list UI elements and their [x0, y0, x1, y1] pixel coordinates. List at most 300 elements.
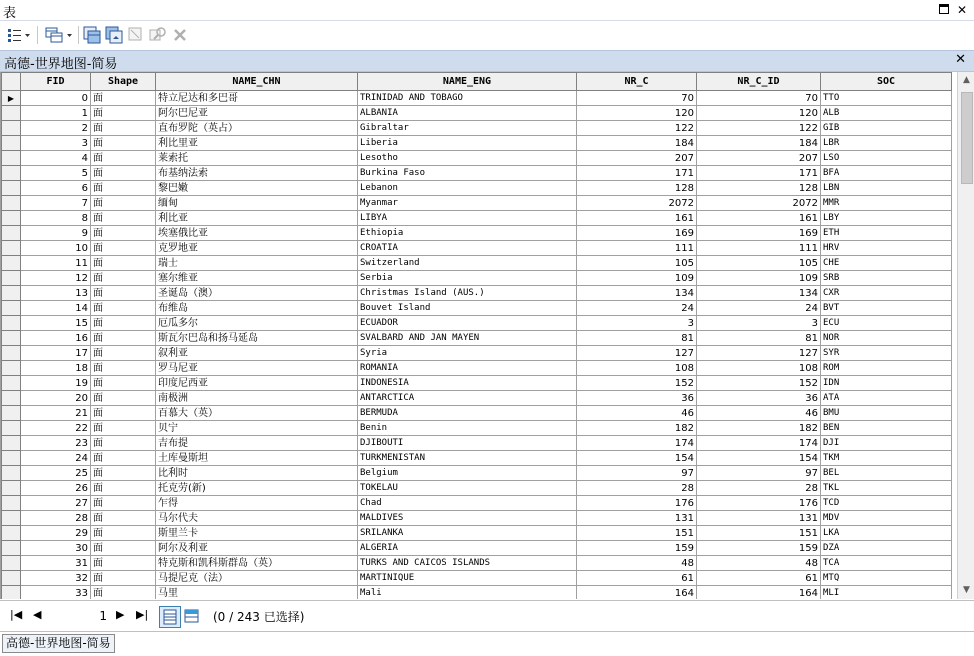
table-row[interactable] [2, 331, 952, 346]
name-eng-cell[interactable]: INDONESIA [358, 376, 577, 391]
nr-c-id-cell[interactable]: 2072 [697, 196, 821, 211]
select-by-attributes-icon[interactable] [82, 25, 102, 45]
row-selector[interactable] [2, 436, 21, 451]
nr-c-cell[interactable]: 48 [577, 556, 697, 571]
soc-cell[interactable]: MMR [821, 196, 952, 211]
table-row[interactable] [2, 211, 952, 226]
table-row[interactable] [2, 271, 952, 286]
bottom-table-tab[interactable]: 高德-世界地图-简易 [2, 634, 115, 653]
maximize-icon[interactable] [936, 2, 952, 18]
name-eng-cell[interactable]: TURKMENISTAN [358, 451, 577, 466]
fid-cell[interactable]: 8 [21, 211, 91, 226]
soc-cell[interactable]: LBR [821, 136, 952, 151]
name-eng-cell[interactable]: CROATIA [358, 241, 577, 256]
row-selector[interactable] [2, 421, 21, 436]
shape-cell[interactable]: 面 [91, 91, 156, 106]
row-selector[interactable] [2, 526, 21, 541]
name-eng-cell[interactable]: ROMANIA [358, 361, 577, 376]
nr-c-cell[interactable]: 164 [577, 586, 697, 600]
soc-cell[interactable]: LKA [821, 526, 952, 541]
soc-cell[interactable]: CXR [821, 286, 952, 301]
name-eng-cell[interactable]: ALBANIA [358, 106, 577, 121]
shape-cell[interactable]: 面 [91, 181, 156, 196]
row-selector[interactable] [2, 301, 21, 316]
nr-c-cell[interactable]: 108 [577, 361, 697, 376]
name-chn-cell[interactable]: 黎巴嫩 [156, 181, 358, 196]
nr-c-cell[interactable]: 109 [577, 271, 697, 286]
name-chn-cell[interactable]: 布维岛 [156, 301, 358, 316]
nr-c-cell[interactable]: 97 [577, 466, 697, 481]
nr-c-id-cell[interactable]: 111 [697, 241, 821, 256]
nr-c-id-cell[interactable]: 169 [697, 226, 821, 241]
name-eng-cell[interactable]: Switzerland [358, 256, 577, 271]
scroll-down-icon[interactable]: ▼ [963, 585, 970, 595]
fid-cell[interactable]: 13 [21, 286, 91, 301]
nr-c-cell[interactable]: 120 [577, 106, 697, 121]
table-tab-label[interactable]: 高德-世界地图-简易 [4, 57, 118, 72]
row-selector[interactable] [2, 406, 21, 421]
soc-cell[interactable]: TCA [821, 556, 952, 571]
name-eng-cell[interactable]: Belgium [358, 466, 577, 481]
shape-cell[interactable]: 面 [91, 136, 156, 151]
name-eng-cell[interactable]: Mali [358, 586, 577, 600]
table-row[interactable] [2, 376, 952, 391]
table-row[interactable] [2, 91, 952, 106]
shape-cell[interactable]: 面 [91, 316, 156, 331]
name-eng-cell[interactable]: TRINIDAD AND TOBAGO [358, 91, 577, 106]
table-row[interactable] [2, 496, 952, 511]
shape-cell[interactable]: 面 [91, 406, 156, 421]
shape-cell[interactable]: 面 [91, 166, 156, 181]
row-selector[interactable] [2, 511, 21, 526]
name-eng-cell[interactable]: BERMUDA [358, 406, 577, 421]
table-row[interactable] [2, 121, 952, 136]
soc-cell[interactable]: MTQ [821, 571, 952, 586]
name-chn-cell[interactable]: 斯里兰卡 [156, 526, 358, 541]
nr-c-id-cell[interactable]: 174 [697, 436, 821, 451]
shape-cell[interactable]: 面 [91, 541, 156, 556]
nr-c-cell[interactable]: 207 [577, 151, 697, 166]
name-eng-cell[interactable]: Chad [358, 496, 577, 511]
soc-cell[interactable]: MLI [821, 586, 952, 600]
name-eng-cell[interactable]: TURKS AND CAICOS ISLANDS [358, 556, 577, 571]
previous-record-icon[interactable]: ◀ [33, 608, 42, 621]
nr-c-id-cell[interactable]: 105 [697, 256, 821, 271]
name-eng-cell[interactable]: LIBYA [358, 211, 577, 226]
column-header[interactable]: SOC [821, 73, 952, 91]
name-chn-cell[interactable]: 斯瓦尔巴岛和扬马延岛 [156, 331, 358, 346]
fid-cell[interactable]: 5 [21, 166, 91, 181]
table-row[interactable] [2, 421, 952, 436]
name-chn-cell[interactable]: 马尔代夫 [156, 511, 358, 526]
nr-c-cell[interactable]: 36 [577, 391, 697, 406]
fid-cell[interactable]: 10 [21, 241, 91, 256]
row-selector[interactable] [2, 271, 21, 286]
row-selector[interactable]: ▶ [2, 91, 21, 106]
shape-cell[interactable]: 面 [91, 241, 156, 256]
nr-c-id-cell[interactable]: 109 [697, 271, 821, 286]
row-selector[interactable] [2, 346, 21, 361]
fid-cell[interactable]: 16 [21, 331, 91, 346]
table-row[interactable] [2, 316, 952, 331]
column-header[interactable]: NR_C [577, 73, 697, 91]
table-row[interactable] [2, 151, 952, 166]
row-selector[interactable] [2, 451, 21, 466]
nr-c-cell[interactable]: 154 [577, 451, 697, 466]
scroll-up-icon[interactable]: ▲ [963, 75, 970, 85]
column-header[interactable]: Shape [91, 73, 156, 91]
table-row[interactable] [2, 436, 952, 451]
nr-c-cell[interactable]: 174 [577, 436, 697, 451]
row-selector[interactable] [2, 331, 21, 346]
name-eng-cell[interactable]: ALGERIA [358, 541, 577, 556]
nr-c-id-cell[interactable]: 154 [697, 451, 821, 466]
shape-cell[interactable]: 面 [91, 436, 156, 451]
table-row[interactable] [2, 556, 952, 571]
nr-c-cell[interactable]: 169 [577, 226, 697, 241]
nr-c-id-cell[interactable]: 61 [697, 571, 821, 586]
name-chn-cell[interactable]: 印度尼西亚 [156, 376, 358, 391]
nr-c-id-cell[interactable]: 176 [697, 496, 821, 511]
fid-cell[interactable]: 12 [21, 271, 91, 286]
soc-cell[interactable]: LSO [821, 151, 952, 166]
fid-cell[interactable]: 24 [21, 451, 91, 466]
name-chn-cell[interactable]: 马提尼克（法） [156, 571, 358, 586]
table-row[interactable] [2, 571, 952, 586]
row-selector[interactable] [2, 196, 21, 211]
nr-c-id-cell[interactable]: 48 [697, 556, 821, 571]
name-chn-cell[interactable]: 南极洲 [156, 391, 358, 406]
fid-cell[interactable]: 33 [21, 586, 91, 600]
table-row[interactable] [2, 136, 952, 151]
nr-c-cell[interactable]: 70 [577, 91, 697, 106]
first-record-icon[interactable]: |◀ [10, 608, 23, 621]
close-icon[interactable]: ✕ [956, 3, 968, 17]
row-selector[interactable] [2, 136, 21, 151]
name-eng-cell[interactable]: Christmas Island (AUS.) [358, 286, 577, 301]
name-eng-cell[interactable]: MARTINIQUE [358, 571, 577, 586]
fid-cell[interactable]: 3 [21, 136, 91, 151]
fid-cell[interactable]: 20 [21, 391, 91, 406]
row-selector[interactable] [2, 121, 21, 136]
close-table-icon[interactable]: ✕ [955, 52, 966, 67]
shape-cell[interactable]: 面 [91, 451, 156, 466]
nr-c-id-cell[interactable]: 97 [697, 466, 821, 481]
name-chn-cell[interactable]: 缅甸 [156, 196, 358, 211]
row-selector[interactable] [2, 391, 21, 406]
fid-cell[interactable]: 7 [21, 196, 91, 211]
zoom-to-selected-icon[interactable] [148, 25, 168, 45]
soc-cell[interactable]: ECU [821, 316, 952, 331]
nr-c-id-cell[interactable]: 182 [697, 421, 821, 436]
table-row[interactable] [2, 226, 952, 241]
shape-cell[interactable]: 面 [91, 511, 156, 526]
fid-cell[interactable]: 4 [21, 151, 91, 166]
table-row[interactable] [2, 241, 952, 256]
scroll-thumb[interactable] [961, 92, 973, 184]
nr-c-id-cell[interactable]: 28 [697, 481, 821, 496]
row-selector[interactable] [2, 361, 21, 376]
name-eng-cell[interactable]: Liberia [358, 136, 577, 151]
soc-cell[interactable]: NOR [821, 331, 952, 346]
table-row[interactable] [2, 301, 952, 316]
name-chn-cell[interactable]: 比利时 [156, 466, 358, 481]
fid-cell[interactable]: 6 [21, 181, 91, 196]
fid-cell[interactable]: 14 [21, 301, 91, 316]
column-header[interactable]: NR_C_ID [697, 73, 821, 91]
fid-cell[interactable]: 26 [21, 481, 91, 496]
shape-cell[interactable]: 面 [91, 121, 156, 136]
nr-c-cell[interactable]: 3 [577, 316, 697, 331]
related-tables-icon[interactable] [44, 25, 74, 45]
table-row[interactable] [2, 361, 952, 376]
row-selector[interactable] [2, 211, 21, 226]
nr-c-cell[interactable]: 152 [577, 376, 697, 391]
nr-c-id-cell[interactable]: 184 [697, 136, 821, 151]
soc-cell[interactable]: SYR [821, 346, 952, 361]
row-selector[interactable] [2, 256, 21, 271]
nr-c-id-cell[interactable]: 159 [697, 541, 821, 556]
nr-c-id-cell[interactable]: 164 [697, 586, 821, 600]
name-chn-cell[interactable]: 塞尔维亚 [156, 271, 358, 286]
switch-selection-icon[interactable] [104, 25, 124, 45]
fid-cell[interactable]: 2 [21, 121, 91, 136]
name-eng-cell[interactable]: Lebanon [358, 181, 577, 196]
nr-c-id-cell[interactable]: 3 [697, 316, 821, 331]
soc-cell[interactable]: SRB [821, 271, 952, 286]
name-eng-cell[interactable]: DJIBOUTI [358, 436, 577, 451]
nr-c-cell[interactable]: 81 [577, 331, 697, 346]
shape-cell[interactable]: 面 [91, 421, 156, 436]
soc-cell[interactable]: GIB [821, 121, 952, 136]
fid-cell[interactable]: 11 [21, 256, 91, 271]
nr-c-cell[interactable]: 128 [577, 181, 697, 196]
table-row[interactable] [2, 256, 952, 271]
name-chn-cell[interactable]: 吉布提 [156, 436, 358, 451]
nr-c-cell[interactable]: 2072 [577, 196, 697, 211]
nr-c-cell[interactable]: 61 [577, 571, 697, 586]
table-row[interactable] [2, 451, 952, 466]
vertical-scrollbar[interactable] [957, 72, 974, 599]
shape-cell[interactable]: 面 [91, 361, 156, 376]
nr-c-id-cell[interactable]: 24 [697, 301, 821, 316]
fid-cell[interactable]: 15 [21, 316, 91, 331]
name-chn-cell[interactable]: 叙利亚 [156, 346, 358, 361]
name-chn-cell[interactable]: 利比亚 [156, 211, 358, 226]
row-selector[interactable] [2, 466, 21, 481]
fid-cell[interactable]: 0 [21, 91, 91, 106]
last-record-icon[interactable]: ▶| [136, 608, 149, 621]
name-chn-cell[interactable]: 托克劳(新) [156, 481, 358, 496]
name-eng-cell[interactable]: MALDIVES [358, 511, 577, 526]
fid-cell[interactable]: 25 [21, 466, 91, 481]
name-chn-cell[interactable]: 特立尼达和多巴哥 [156, 91, 358, 106]
row-selector[interactable] [2, 106, 21, 121]
delete-selected-icon[interactable] [171, 25, 189, 45]
soc-cell[interactable]: DZA [821, 541, 952, 556]
nr-c-cell[interactable]: 24 [577, 301, 697, 316]
nr-c-id-cell[interactable]: 131 [697, 511, 821, 526]
row-selector[interactable] [2, 481, 21, 496]
nr-c-cell[interactable]: 46 [577, 406, 697, 421]
row-selector-header[interactable] [2, 73, 21, 91]
soc-cell[interactable]: TKL [821, 481, 952, 496]
soc-cell[interactable]: TCD [821, 496, 952, 511]
soc-cell[interactable]: LBY [821, 211, 952, 226]
shape-cell[interactable]: 面 [91, 571, 156, 586]
fid-cell[interactable]: 28 [21, 511, 91, 526]
name-chn-cell[interactable]: 特克斯和凯科斯群岛（英） [156, 556, 358, 571]
soc-cell[interactable]: BEL [821, 466, 952, 481]
shape-cell[interactable]: 面 [91, 586, 156, 600]
name-chn-cell[interactable]: 埃塞俄比亚 [156, 226, 358, 241]
soc-cell[interactable]: BEN [821, 421, 952, 436]
row-selector[interactable] [2, 556, 21, 571]
row-selector[interactable] [2, 316, 21, 331]
shape-cell[interactable]: 面 [91, 391, 156, 406]
soc-cell[interactable]: DJI [821, 436, 952, 451]
fid-cell[interactable]: 29 [21, 526, 91, 541]
name-eng-cell[interactable]: ECUADOR [358, 316, 577, 331]
nr-c-id-cell[interactable]: 171 [697, 166, 821, 181]
table-row[interactable] [2, 526, 952, 541]
name-eng-cell[interactable]: Bouvet Island [358, 301, 577, 316]
current-record-input[interactable]: 1 [50, 606, 108, 627]
soc-cell[interactable]: CHE [821, 256, 952, 271]
shape-cell[interactable]: 面 [91, 271, 156, 286]
name-chn-cell[interactable]: 厄瓜多尔 [156, 316, 358, 331]
nr-c-cell[interactable]: 127 [577, 346, 697, 361]
row-selector[interactable] [2, 376, 21, 391]
table-row[interactable] [2, 196, 952, 211]
nr-c-cell[interactable]: 176 [577, 496, 697, 511]
soc-cell[interactable]: ATA [821, 391, 952, 406]
table-row[interactable] [2, 166, 952, 181]
nr-c-cell[interactable]: 182 [577, 421, 697, 436]
fid-cell[interactable]: 30 [21, 541, 91, 556]
shape-cell[interactable]: 面 [91, 331, 156, 346]
name-eng-cell[interactable]: Benin [358, 421, 577, 436]
name-chn-cell[interactable]: 莱索托 [156, 151, 358, 166]
name-eng-cell[interactable]: TOKELAU [358, 481, 577, 496]
name-chn-cell[interactable]: 克罗地亚 [156, 241, 358, 256]
name-chn-cell[interactable]: 利比里亚 [156, 136, 358, 151]
nr-c-cell[interactable]: 159 [577, 541, 697, 556]
table-row[interactable] [2, 346, 952, 361]
name-chn-cell[interactable]: 直布罗陀（英占） [156, 121, 358, 136]
row-selector[interactable] [2, 151, 21, 166]
table-row[interactable] [2, 286, 952, 301]
show-selected-records-icon[interactable] [182, 606, 202, 626]
soc-cell[interactable]: IDN [821, 376, 952, 391]
fid-cell[interactable]: 27 [21, 496, 91, 511]
shape-cell[interactable]: 面 [91, 301, 156, 316]
shape-cell[interactable]: 面 [91, 496, 156, 511]
row-selector[interactable] [2, 496, 21, 511]
soc-cell[interactable]: TKM [821, 451, 952, 466]
row-selector[interactable] [2, 286, 21, 301]
shape-cell[interactable]: 面 [91, 376, 156, 391]
nr-c-id-cell[interactable]: 128 [697, 181, 821, 196]
name-chn-cell[interactable]: 圣诞岛（澳） [156, 286, 358, 301]
nr-c-id-cell[interactable]: 122 [697, 121, 821, 136]
name-eng-cell[interactable]: Lesotho [358, 151, 577, 166]
nr-c-id-cell[interactable]: 151 [697, 526, 821, 541]
fid-cell[interactable]: 1 [21, 106, 91, 121]
nr-c-cell[interactable]: 171 [577, 166, 697, 181]
column-header[interactable]: FID [21, 73, 91, 91]
name-eng-cell[interactable]: Burkina Faso [358, 166, 577, 181]
shape-cell[interactable]: 面 [91, 106, 156, 121]
shape-cell[interactable]: 面 [91, 556, 156, 571]
table-row[interactable] [2, 406, 952, 421]
soc-cell[interactable]: MDV [821, 511, 952, 526]
name-chn-cell[interactable]: 贝宁 [156, 421, 358, 436]
table-options-icon[interactable] [6, 25, 32, 45]
row-selector[interactable] [2, 541, 21, 556]
name-chn-cell[interactable]: 马里 [156, 586, 358, 600]
fid-cell[interactable]: 31 [21, 556, 91, 571]
shape-cell[interactable]: 面 [91, 151, 156, 166]
name-eng-cell[interactable]: Ethiopia [358, 226, 577, 241]
soc-cell[interactable]: BVT [821, 301, 952, 316]
name-chn-cell[interactable]: 罗马尼亚 [156, 361, 358, 376]
soc-cell[interactable]: LBN [821, 181, 952, 196]
fid-cell[interactable]: 32 [21, 571, 91, 586]
table-row[interactable] [2, 541, 952, 556]
nr-c-cell[interactable]: 122 [577, 121, 697, 136]
nr-c-cell[interactable]: 111 [577, 241, 697, 256]
nr-c-id-cell[interactable]: 36 [697, 391, 821, 406]
table-row[interactable] [2, 586, 952, 600]
soc-cell[interactable]: TTO [821, 91, 952, 106]
name-chn-cell[interactable]: 阿尔巴尼亚 [156, 106, 358, 121]
nr-c-id-cell[interactable]: 108 [697, 361, 821, 376]
name-chn-cell[interactable]: 乍得 [156, 496, 358, 511]
table-row[interactable] [2, 481, 952, 496]
shape-cell[interactable]: 面 [91, 346, 156, 361]
fid-cell[interactable]: 18 [21, 361, 91, 376]
row-selector[interactable] [2, 226, 21, 241]
shape-cell[interactable]: 面 [91, 226, 156, 241]
fid-cell[interactable]: 17 [21, 346, 91, 361]
row-selector[interactable] [2, 586, 21, 600]
nr-c-id-cell[interactable]: 70 [697, 91, 821, 106]
shape-cell[interactable]: 面 [91, 256, 156, 271]
nr-c-id-cell[interactable]: 134 [697, 286, 821, 301]
clear-selection-icon[interactable] [126, 25, 146, 45]
name-eng-cell[interactable]: SRILANKA [358, 526, 577, 541]
name-chn-cell[interactable]: 土库曼斯坦 [156, 451, 358, 466]
show-all-records-icon[interactable] [159, 606, 181, 628]
soc-cell[interactable]: ETH [821, 226, 952, 241]
shape-cell[interactable]: 面 [91, 196, 156, 211]
fid-cell[interactable]: 9 [21, 226, 91, 241]
name-eng-cell[interactable]: Syria [358, 346, 577, 361]
nr-c-id-cell[interactable]: 81 [697, 331, 821, 346]
soc-cell[interactable]: ROM [821, 361, 952, 376]
shape-cell[interactable]: 面 [91, 286, 156, 301]
soc-cell[interactable]: ALB [821, 106, 952, 121]
soc-cell[interactable]: BFA [821, 166, 952, 181]
fid-cell[interactable]: 19 [21, 376, 91, 391]
nr-c-id-cell[interactable]: 152 [697, 376, 821, 391]
table-row[interactable] [2, 106, 952, 121]
row-selector[interactable] [2, 181, 21, 196]
column-header[interactable]: NAME_ENG [358, 73, 577, 91]
fid-cell[interactable]: 22 [21, 421, 91, 436]
nr-c-cell[interactable]: 184 [577, 136, 697, 151]
